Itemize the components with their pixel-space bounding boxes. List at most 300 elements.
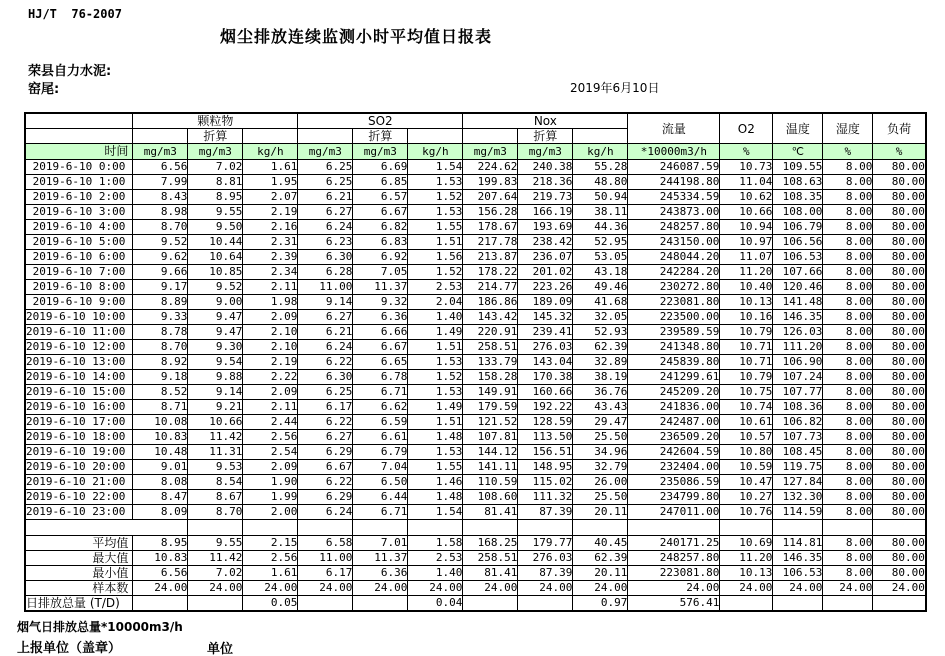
time-cell: 2019-6-10 7:00 xyxy=(25,265,133,280)
value-cell: 132.30 xyxy=(773,490,823,505)
value-cell: 87.39 xyxy=(518,505,573,520)
value-cell: 10.59 xyxy=(720,460,773,475)
value-cell: 9.62 xyxy=(133,250,188,265)
value-cell: 50.94 xyxy=(573,190,628,205)
value-cell: 80.00 xyxy=(873,175,926,190)
value-cell: 242604.59 xyxy=(628,445,720,460)
reporting-unit-label: 上报单位（盖章） xyxy=(17,641,122,656)
value-cell: 113.50 xyxy=(518,430,573,445)
value-cell: 80.00 xyxy=(873,430,926,445)
value-cell: 9.14 xyxy=(188,385,243,400)
value-cell: 223081.80 xyxy=(628,295,720,310)
value-cell: 11.00 xyxy=(298,280,353,295)
unit-label: 单位 xyxy=(207,642,234,656)
data-row xyxy=(25,355,926,370)
blank-cell xyxy=(188,520,243,536)
value-cell: 80.00 xyxy=(873,370,926,385)
value-cell: 80.00 xyxy=(873,355,926,370)
value-cell: 243873.00 xyxy=(628,205,720,220)
value-cell: 245334.59 xyxy=(628,190,720,205)
value-cell: 108.36 xyxy=(773,400,823,415)
value-cell: 1.49 xyxy=(408,325,463,340)
value-cell: 9.47 xyxy=(188,325,243,340)
value-cell: 11.20 xyxy=(720,265,773,280)
value-cell: 240.38 xyxy=(518,160,573,175)
value-cell: 244198.80 xyxy=(628,175,720,190)
value-cell: 10.83 xyxy=(133,551,188,566)
value-cell: 24.00 xyxy=(628,581,720,596)
value-cell: 8.00 xyxy=(823,475,873,490)
value-cell: 11.00 xyxy=(298,551,353,566)
value-cell xyxy=(720,596,773,612)
value-cell: 8.00 xyxy=(823,385,873,400)
value-cell xyxy=(298,596,353,612)
value-cell: 6.24 xyxy=(298,340,353,355)
value-cell: 186.86 xyxy=(463,295,518,310)
value-cell: 241836.00 xyxy=(628,400,720,415)
value-cell: 2.53 xyxy=(408,280,463,295)
time-cell: 2019-6-10 21:00 xyxy=(25,475,133,490)
value-cell: 241299.61 xyxy=(628,370,720,385)
value-cell: 80.00 xyxy=(873,205,926,220)
value-cell: 1.56 xyxy=(408,250,463,265)
value-cell: 119.75 xyxy=(773,460,823,475)
data-row xyxy=(25,190,926,205)
value-cell: 24.00 xyxy=(720,581,773,596)
value-cell: 106.53 xyxy=(773,566,823,581)
value-cell: 8.00 xyxy=(823,265,873,280)
group-nox: Nox xyxy=(463,113,628,129)
value-cell: 6.44 xyxy=(353,490,408,505)
value-cell: 1.51 xyxy=(408,415,463,430)
value-cell: 25.50 xyxy=(573,430,628,445)
value-cell: 199.83 xyxy=(463,175,518,190)
value-cell: 1.51 xyxy=(408,340,463,355)
spacer-row xyxy=(25,520,926,536)
unit-cell: mg/m3 xyxy=(298,144,353,160)
value-cell: 236509.20 xyxy=(628,430,720,445)
monitoring-location: 窑尾: xyxy=(28,82,60,97)
value-cell: 2.16 xyxy=(243,220,298,235)
value-cell: 8.00 xyxy=(823,400,873,415)
daily-total-footnote: 烟气日排放总量*10000m3/h xyxy=(17,620,183,634)
value-cell: 9.00 xyxy=(188,295,243,310)
value-cell: 8.00 xyxy=(823,551,873,566)
value-cell: 8.00 xyxy=(823,490,873,505)
value-cell: 7.02 xyxy=(188,566,243,581)
summary-row xyxy=(25,551,926,566)
value-cell: 80.00 xyxy=(873,325,926,340)
value-cell: 1.48 xyxy=(408,490,463,505)
value-cell: 8.00 xyxy=(823,190,873,205)
value-cell: 38.19 xyxy=(573,370,628,385)
data-row xyxy=(25,250,926,265)
value-cell: 144.12 xyxy=(463,445,518,460)
value-cell: 108.35 xyxy=(773,190,823,205)
value-cell: 62.39 xyxy=(573,551,628,566)
value-cell: 179.59 xyxy=(463,400,518,415)
summary-label-cell: 平均值 xyxy=(25,536,133,551)
value-cell: 217.78 xyxy=(463,235,518,250)
value-cell: 32.89 xyxy=(573,355,628,370)
company-name: 荣县自力水泥: xyxy=(28,64,112,79)
value-cell: 247011.00 xyxy=(628,505,720,520)
column-temperature: 温度 xyxy=(773,113,823,144)
value-cell: 8.89 xyxy=(133,295,188,310)
value-cell: 10.74 xyxy=(720,400,773,415)
value-cell: 6.25 xyxy=(298,175,353,190)
unit-cell: % xyxy=(720,144,773,160)
value-cell: 7.01 xyxy=(353,536,408,551)
value-cell: 80.00 xyxy=(873,551,926,566)
summary-row xyxy=(25,581,926,596)
value-cell: 8.00 xyxy=(823,295,873,310)
time-cell: 2019-6-10 1:00 xyxy=(25,175,133,190)
value-cell: 32.05 xyxy=(573,310,628,325)
value-cell: 2.34 xyxy=(243,265,298,280)
value-cell: 80.00 xyxy=(873,340,926,355)
value-cell: 0.97 xyxy=(573,596,628,612)
unit-cell: kg/h xyxy=(243,144,298,160)
value-cell: 6.50 xyxy=(353,475,408,490)
value-cell: 127.84 xyxy=(773,475,823,490)
data-row xyxy=(25,430,926,445)
unit-cell: % xyxy=(873,144,926,160)
value-cell: 248257.80 xyxy=(628,551,720,566)
value-cell: 24.00 xyxy=(518,581,573,596)
value-cell: 9.47 xyxy=(188,310,243,325)
value-cell: 2.09 xyxy=(243,310,298,325)
unit-cell: kg/h xyxy=(573,144,628,160)
value-cell: 223081.80 xyxy=(628,566,720,581)
value-cell: 80.00 xyxy=(873,295,926,310)
value-cell: 0.05 xyxy=(243,596,298,612)
value-cell: 111.32 xyxy=(518,490,573,505)
data-row xyxy=(25,505,926,520)
value-cell: 109.55 xyxy=(773,160,823,175)
header-row-groups xyxy=(25,113,926,129)
value-cell: 9.50 xyxy=(188,220,243,235)
value-cell: 10.66 xyxy=(720,205,773,220)
value-cell: 8.00 xyxy=(823,566,873,581)
unit-cell: mg/m3 xyxy=(463,144,518,160)
time-cell: 2019-6-10 11:00 xyxy=(25,325,133,340)
value-cell: 20.11 xyxy=(573,505,628,520)
value-cell: 1.46 xyxy=(408,475,463,490)
page-title: 烟尘排放连续监测小时平均值日报表 xyxy=(220,27,493,46)
value-cell: 115.02 xyxy=(518,475,573,490)
value-cell: 224.62 xyxy=(463,160,518,175)
value-cell: 7.99 xyxy=(133,175,188,190)
blank-cell xyxy=(873,520,926,536)
value-cell: 218.36 xyxy=(518,175,573,190)
summary-row xyxy=(25,596,926,612)
value-cell: 240171.25 xyxy=(628,536,720,551)
data-row xyxy=(25,205,926,220)
data-row xyxy=(25,490,926,505)
value-cell: 10.61 xyxy=(720,415,773,430)
value-cell: 108.45 xyxy=(773,445,823,460)
value-cell: 7.05 xyxy=(353,265,408,280)
value-cell: 6.22 xyxy=(298,475,353,490)
value-cell: 6.82 xyxy=(353,220,408,235)
value-cell: 80.00 xyxy=(873,536,926,551)
value-cell: 108.60 xyxy=(463,490,518,505)
value-cell: 2.56 xyxy=(243,551,298,566)
summary-row xyxy=(25,566,926,581)
value-cell xyxy=(518,596,573,612)
value-cell: 8.00 xyxy=(823,220,873,235)
time-cell: 2019-6-10 22:00 xyxy=(25,490,133,505)
value-cell: 6.27 xyxy=(298,430,353,445)
value-cell: 10.79 xyxy=(720,370,773,385)
value-cell: 2.31 xyxy=(243,235,298,250)
value-cell: 81.41 xyxy=(463,505,518,520)
value-cell: 9.18 xyxy=(133,370,188,385)
value-cell: 80.00 xyxy=(873,566,926,581)
time-cell: 2019-6-10 6:00 xyxy=(25,250,133,265)
value-cell: 2.19 xyxy=(243,355,298,370)
value-cell: 2.09 xyxy=(243,385,298,400)
value-cell xyxy=(188,596,243,612)
blank-cell xyxy=(353,520,408,536)
unit-cell: ℃ xyxy=(773,144,823,160)
value-cell: 158.28 xyxy=(463,370,518,385)
value-cell: 148.95 xyxy=(518,460,573,475)
value-cell: 80.00 xyxy=(873,265,926,280)
value-cell: 9.66 xyxy=(133,265,188,280)
value-cell: 8.00 xyxy=(823,340,873,355)
value-cell: 6.69 xyxy=(353,160,408,175)
value-cell: 55.28 xyxy=(573,160,628,175)
value-cell: 1.61 xyxy=(243,566,298,581)
value-cell: 6.67 xyxy=(353,340,408,355)
summary-label-cell: 最大值 xyxy=(25,551,133,566)
value-cell: 234799.80 xyxy=(628,490,720,505)
value-cell: 8.81 xyxy=(188,175,243,190)
time-cell: 2019-6-10 9:00 xyxy=(25,295,133,310)
value-cell: 10.62 xyxy=(720,190,773,205)
corner-cell-2 xyxy=(25,129,133,144)
value-cell: 2.10 xyxy=(243,340,298,355)
value-cell: 107.81 xyxy=(463,430,518,445)
value-cell: 24.00 xyxy=(463,581,518,596)
value-cell: 43.43 xyxy=(573,400,628,415)
value-cell: 6.30 xyxy=(298,370,353,385)
value-cell xyxy=(353,596,408,612)
value-cell: 1.58 xyxy=(408,536,463,551)
value-cell: 24.00 xyxy=(188,581,243,596)
value-cell: 8.00 xyxy=(823,355,873,370)
data-row xyxy=(25,160,926,175)
value-cell: 6.56 xyxy=(133,160,188,175)
value-cell: 6.78 xyxy=(353,370,408,385)
value-cell: 24.00 xyxy=(773,581,823,596)
value-cell: 52.93 xyxy=(573,325,628,340)
value-cell: 133.79 xyxy=(463,355,518,370)
value-cell: 8.95 xyxy=(188,190,243,205)
value-cell: 80.00 xyxy=(873,460,926,475)
value-cell xyxy=(773,596,823,612)
value-cell: 276.03 xyxy=(518,340,573,355)
value-cell: 106.82 xyxy=(773,415,823,430)
blank-cell xyxy=(463,520,518,536)
value-cell: 170.38 xyxy=(518,370,573,385)
value-cell: 243150.00 xyxy=(628,235,720,250)
value-cell: 114.59 xyxy=(773,505,823,520)
value-cell: 9.33 xyxy=(133,310,188,325)
value-cell: 156.51 xyxy=(518,445,573,460)
value-cell: 189.09 xyxy=(518,295,573,310)
value-cell: 1.49 xyxy=(408,400,463,415)
value-cell: 9.52 xyxy=(188,280,243,295)
data-row xyxy=(25,445,926,460)
value-cell: 26.00 xyxy=(573,475,628,490)
value-cell: 11.04 xyxy=(720,175,773,190)
value-cell: 24.00 xyxy=(353,581,408,596)
value-cell: 6.71 xyxy=(353,385,408,400)
value-cell xyxy=(873,596,926,612)
group-so2: SO2 xyxy=(298,113,463,129)
value-cell: 6.23 xyxy=(298,235,353,250)
value-cell: 10.71 xyxy=(720,340,773,355)
value-cell: 11.42 xyxy=(188,551,243,566)
blank-cell xyxy=(773,520,823,536)
value-cell: 8.52 xyxy=(133,385,188,400)
value-cell: 193.69 xyxy=(518,220,573,235)
value-cell: 6.57 xyxy=(353,190,408,205)
value-cell: 8.00 xyxy=(823,175,873,190)
value-cell: 166.19 xyxy=(518,205,573,220)
value-cell: 1.40 xyxy=(408,566,463,581)
summary-label-cell: 最小值 xyxy=(25,566,133,581)
value-cell: 25.50 xyxy=(573,490,628,505)
data-row xyxy=(25,385,926,400)
value-cell: 32.79 xyxy=(573,460,628,475)
data-row xyxy=(25,175,926,190)
value-cell: 9.21 xyxy=(188,400,243,415)
column-flow: 流量 xyxy=(628,113,720,144)
value-cell: 248044.20 xyxy=(628,250,720,265)
value-cell: 1.52 xyxy=(408,190,463,205)
value-cell: 6.66 xyxy=(353,325,408,340)
value-cell: 276.03 xyxy=(518,551,573,566)
value-cell: 8.70 xyxy=(133,340,188,355)
blank-cell xyxy=(823,520,873,536)
value-cell: 178.67 xyxy=(463,220,518,235)
value-cell: 6.79 xyxy=(353,445,408,460)
value-cell: 6.58 xyxy=(298,536,353,551)
value-cell xyxy=(133,596,188,612)
value-cell: 1.54 xyxy=(408,160,463,175)
value-cell: 207.64 xyxy=(463,190,518,205)
value-cell: 8.00 xyxy=(823,205,873,220)
value-cell: 239.41 xyxy=(518,325,573,340)
value-cell: 9.54 xyxy=(188,355,243,370)
time-cell: 2019-6-10 14:00 xyxy=(25,370,133,385)
value-cell: 8.00 xyxy=(823,160,873,175)
data-row xyxy=(25,340,926,355)
value-cell: 141.11 xyxy=(463,460,518,475)
value-cell: 1.40 xyxy=(408,310,463,325)
time-cell: 2019-6-10 5:00 xyxy=(25,235,133,250)
value-cell: 1.55 xyxy=(408,220,463,235)
value-cell: 49.46 xyxy=(573,280,628,295)
value-cell: 107.77 xyxy=(773,385,823,400)
value-cell: 24.00 xyxy=(873,581,926,596)
value-cell: 10.76 xyxy=(720,505,773,520)
value-cell: 87.39 xyxy=(518,566,573,581)
value-cell: 80.00 xyxy=(873,310,926,325)
unit-cell: kg/h xyxy=(408,144,463,160)
value-cell: 6.65 xyxy=(353,355,408,370)
value-cell: 6.62 xyxy=(353,400,408,415)
value-cell: 242487.00 xyxy=(628,415,720,430)
time-header: 时间 xyxy=(25,144,133,160)
value-cell: 10.94 xyxy=(720,220,773,235)
value-cell: 48.80 xyxy=(573,175,628,190)
value-cell: 6.83 xyxy=(353,235,408,250)
value-cell: 1.53 xyxy=(408,445,463,460)
value-cell: 6.27 xyxy=(298,310,353,325)
value-cell: 8.00 xyxy=(823,460,873,475)
value-cell: 220.91 xyxy=(463,325,518,340)
data-row xyxy=(25,295,926,310)
value-cell: 235086.59 xyxy=(628,475,720,490)
value-cell: 6.36 xyxy=(353,566,408,581)
time-cell: 2019-6-10 10:00 xyxy=(25,310,133,325)
value-cell: 8.00 xyxy=(823,415,873,430)
column-humidity: 湿度 xyxy=(823,113,873,144)
value-cell: 8.70 xyxy=(133,220,188,235)
data-row xyxy=(25,325,926,340)
value-cell: 11.37 xyxy=(353,551,408,566)
summary-row xyxy=(25,536,926,551)
value-cell: 110.59 xyxy=(463,475,518,490)
unit-cell: mg/m3 xyxy=(353,144,408,160)
value-cell: 8.67 xyxy=(188,490,243,505)
value-cell: 141.48 xyxy=(773,295,823,310)
value-cell: 9.30 xyxy=(188,340,243,355)
value-cell: 6.67 xyxy=(353,205,408,220)
value-cell: 24.00 xyxy=(408,581,463,596)
value-cell: 1.53 xyxy=(408,175,463,190)
blank-cell xyxy=(298,520,353,536)
data-row xyxy=(25,310,926,325)
value-cell: 24.00 xyxy=(823,581,873,596)
value-cell: 106.79 xyxy=(773,220,823,235)
group-particulate: 颗粒物 xyxy=(133,113,298,129)
value-cell: 2.11 xyxy=(243,400,298,415)
time-cell: 2019-6-10 2:00 xyxy=(25,190,133,205)
value-cell: 9.55 xyxy=(188,536,243,551)
time-cell: 2019-6-10 4:00 xyxy=(25,220,133,235)
value-cell: 2.09 xyxy=(243,460,298,475)
data-row xyxy=(25,235,926,250)
value-cell: 6.29 xyxy=(298,490,353,505)
time-cell: 2019-6-10 20:00 xyxy=(25,460,133,475)
value-cell: 242284.20 xyxy=(628,265,720,280)
value-cell: 80.00 xyxy=(873,445,926,460)
value-cell: 20.11 xyxy=(573,566,628,581)
blank-cell xyxy=(243,129,298,144)
value-cell: 241348.80 xyxy=(628,340,720,355)
value-cell: 8.00 xyxy=(823,235,873,250)
value-cell: 10.66 xyxy=(188,415,243,430)
value-cell: 145.32 xyxy=(518,310,573,325)
value-cell: 6.30 xyxy=(298,250,353,265)
value-cell: 2.56 xyxy=(243,430,298,445)
